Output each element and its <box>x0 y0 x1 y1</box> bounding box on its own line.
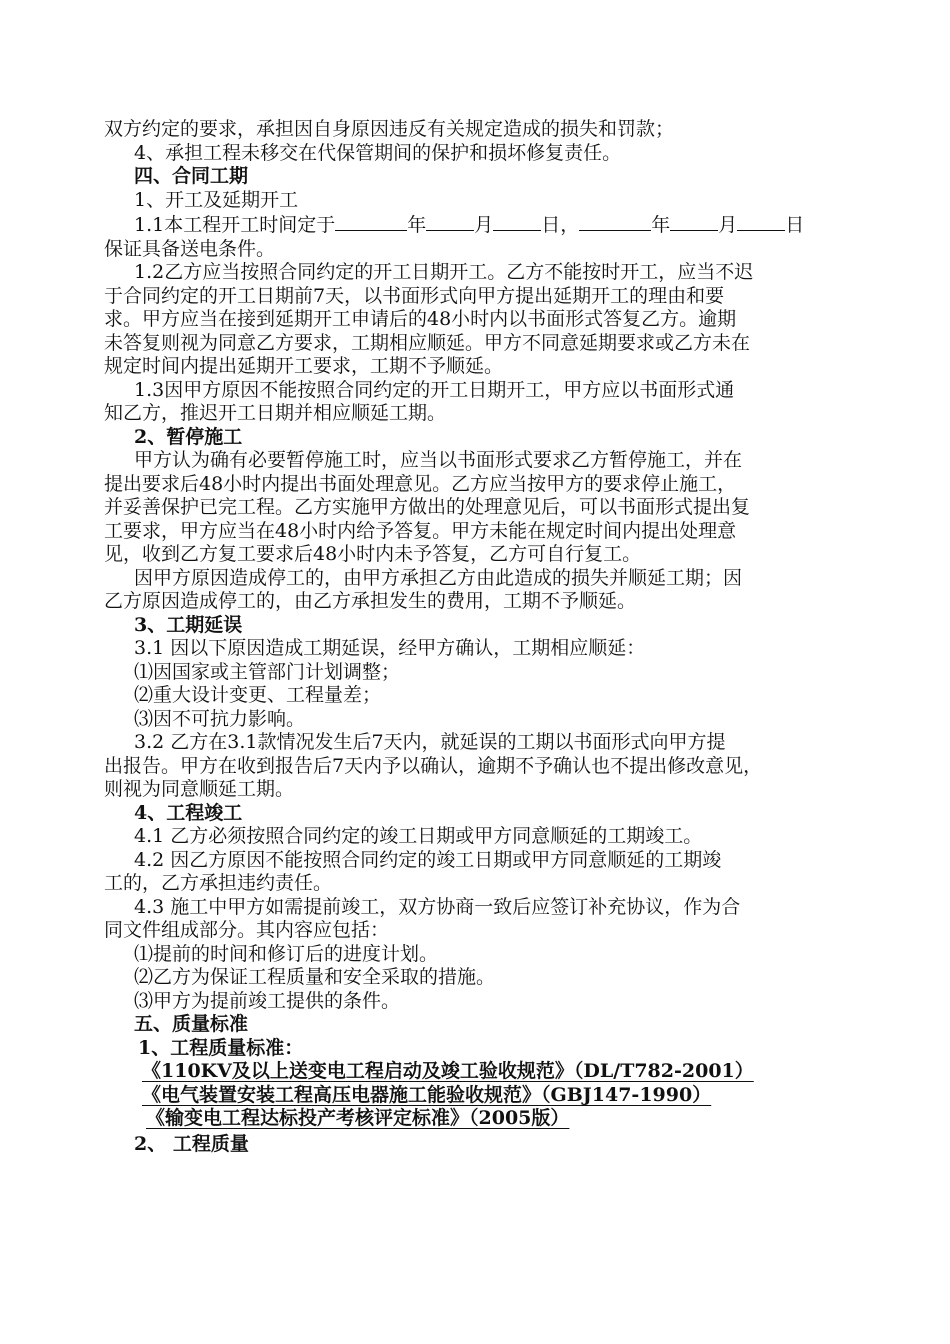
subsection-heading: 1、开工及延期开工 <box>134 188 299 211</box>
text-line: 4.1 乙方必须按照合同约定的竣工日期或甲方同意顺延的工期竣工。 <box>134 825 703 847</box>
text-line: 1.2乙方应当按照合同约定的开工日期开工。乙方不能按时开工，应当不迟 <box>134 261 754 283</box>
subsection-heading: 4、工程竣工 <box>134 801 243 824</box>
list-item: ⑵重大设计变更、工程量差； <box>134 684 382 706</box>
blank-month-2[interactable] <box>670 212 718 231</box>
start-date-line: 1.1本工程开工时间定于 年 月 日， 年 月 日 <box>134 214 805 236</box>
section-heading: 五、质量标准 <box>134 1013 249 1035</box>
standard-reference: 《电气装置安装工程高压电器施工能验收规范》（GBJ147-1990） <box>142 1083 712 1106</box>
text-line: 4、承担工程未移交在代保管期间的保护和损坏修复责任。 <box>134 141 622 164</box>
text-line: 工的，乙方承担违约责任。 <box>104 872 333 894</box>
contract-page <box>104 118 846 1156</box>
text-line: 3.2 乙方在3.1款情况发生后7天内，就延误的工期以书面形式向甲方提 <box>134 731 726 753</box>
subsection-heading: 3、工期延误 <box>134 613 243 636</box>
list-item: ⑴提前的时间和修订后的进度计划。 <box>134 942 439 965</box>
list-item: ⑵乙方为保证工程质量和安全采取的措施。 <box>134 966 496 988</box>
text-line: 出报告。甲方在收到报告后7天内予以确认，逾期不予确认也不提出修改意见， <box>104 754 763 777</box>
standard-reference: 《输变电工程达标投产考核评定标准》（2005版） <box>146 1107 570 1129</box>
text-line: 并妥善保护已完工程。乙方实施甲方做出的处理意见后，可以书面形式提出复 <box>104 496 751 518</box>
blank-year[interactable] <box>335 212 407 231</box>
text-line: 因甲方原因造成停工的，由甲方承担乙方由此造成的损失并顺延工期；因 <box>134 566 743 589</box>
blank-year-2[interactable] <box>579 212 651 231</box>
standard-reference: 《110KV及以上送变电工程启动及竣工验收规范》（DL/T782-2001） <box>142 1060 754 1082</box>
text-line: 3.1 因以下原因造成工期延误，经甲方确认，工期相应顺延： <box>134 637 646 659</box>
text-line: 甲方认为确有必要暂停施工时，应当以书面形式要求乙方暂停施工，并在 <box>134 449 743 471</box>
text-line: 1.3因甲方原因不能按照合同约定的开工日期开工，甲方应以书面形式通 <box>134 378 735 401</box>
blank-day-2[interactable] <box>737 212 785 231</box>
text-line: 4.2 因乙方原因不能按照合同约定的竣工日期或甲方同意顺延的工期竣 <box>134 848 722 871</box>
blank-day[interactable] <box>493 212 541 231</box>
list-item: ⑴因国家或主管部门计划调整； <box>134 660 401 683</box>
subsection-heading: 1、工程质量标准： <box>138 1036 304 1059</box>
text-line: 工要求，甲方应当在48小时内给予答复。甲方未能在规定时间内提出处理意 <box>104 519 737 542</box>
text-line: 4.3 施工中甲方如需提前竣工，双方协商一致后应签订补充协议，作为合 <box>134 895 741 918</box>
text-line: 同文件组成部分。其内容应包括： <box>104 919 390 941</box>
list-item: ⑶因不可抗力影响。 <box>134 707 306 730</box>
text-line: 知乙方，推迟开工日期并相应顺延工期。 <box>104 402 447 424</box>
section-heading: 四、合同工期 <box>134 165 249 187</box>
text-line: 乙方原因造成停工的，由乙方承担发生的费用，工期不予顺延。 <box>104 590 637 612</box>
text-line: 未答复则视为同意乙方要求，工期相应顺延。甲方不同意延期要求或乙方未在 <box>104 331 751 354</box>
text-line: 保证具备送电条件。 <box>104 237 276 260</box>
list-item: ⑶甲方为提前竣工提供的条件。 <box>134 989 401 1012</box>
text-line: 求。甲方应当在接到延期开工申请后的48小时内以书面形式答复乙方。逾期 <box>104 308 737 330</box>
subsection-heading: 2、暂停施工 <box>134 425 243 448</box>
text-line: 则视为同意顺延工期。 <box>104 778 295 800</box>
text-line: 规定时间内提出延期开工要求，工期不予顺延。 <box>104 355 504 377</box>
text-line: 于合同约定的开工日期前7天，以书面形式向甲方提出延期开工的理由和要 <box>104 284 725 307</box>
subsection-heading: 2、 工程质量 <box>134 1132 249 1155</box>
text-line: 提出要求后48小时内提出书面处理意见。乙方应当按甲方的要求停止施工， <box>104 472 737 495</box>
blank-month[interactable] <box>426 212 474 231</box>
text-line: 见，收到乙方复工要求后48小时内未予答复，乙方可自行复工。 <box>104 543 642 565</box>
text-line: 双方约定的要求，承担因自身原因违反有关规定造成的损失和罚款； <box>104 118 675 140</box>
